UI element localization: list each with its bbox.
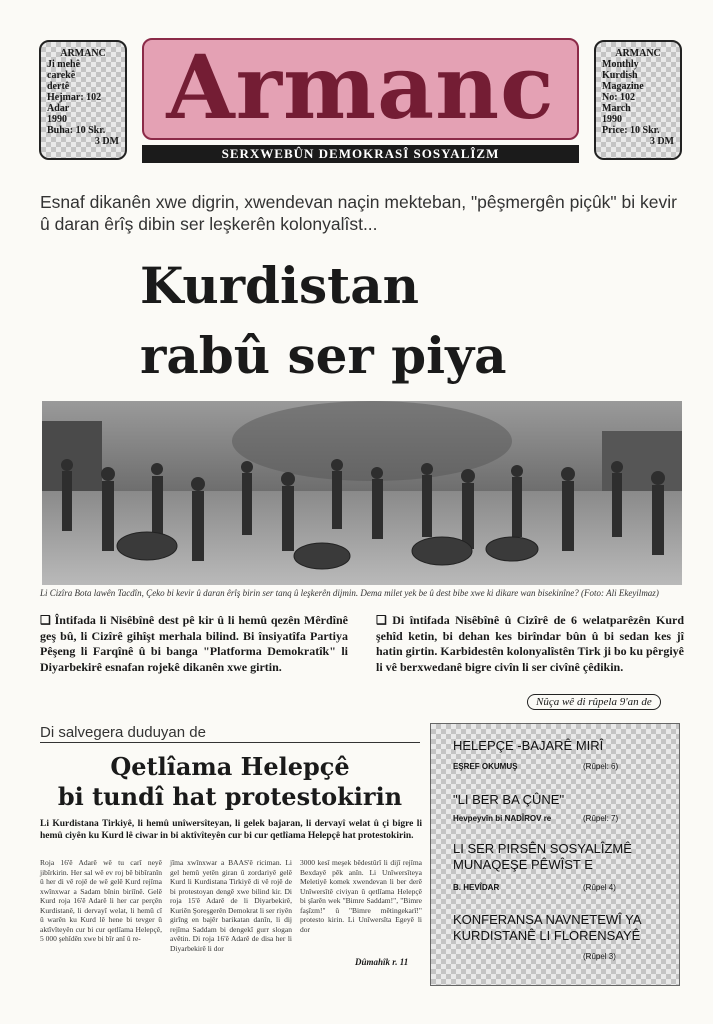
sidebar-title: LI SER PIRSÊN SOSYALÎZMÊ MUNAQEŞE PÊWÎST E bbox=[453, 841, 632, 872]
story-column-2: jîma xwînxwar a BAAS'ê riciman. Li gel hemû yetên giran û zordariyê gelê Kurd li Kurdistana Tirkiyê di vê rojê de bi protestoyan dengê xwe bilind kir. Di roja 15'ê Adarê de li Diyarbekirê, Kuriên Şoreşgerên Demokrat li ser riyên girîng en bajêr barikatan danîn, li dij rejîma Saddam bi dengekî gurr slogan avêtin. Di roja 16'ê Adarê de disa her li Diyarbekirê li dor bbox=[170, 858, 292, 953]
info-line: March bbox=[602, 103, 631, 114]
story-column-1: Roja 16'ê Adarê wê tu carî neyê jibîrkirin. Her sal wê ev roj bê bibîranîn û her di vê rojê de wê gelê Kurd rejîma xwînxwar a Sadam bînin biriînê. Gelê Kurd roja 16'ê Adarê li her car perçên Kurdistanê, li dervayî welat, li hemû cî û warên ku Kurd lê hene bi tevger û aktîvîteyên cur bi cur qetlîama Helepçê, 5 000 şehîdên xwe bi bîr anî û re- bbox=[40, 858, 162, 943]
info-line: ARMANC bbox=[60, 48, 106, 59]
info-line: Hejmar: 102 bbox=[47, 92, 102, 103]
masthead bbox=[142, 35, 579, 140]
contents-sidebar bbox=[430, 723, 680, 986]
info-line: 1990 bbox=[47, 114, 67, 125]
masthead-title: Armanc bbox=[166, 35, 555, 139]
info-line: 1990 bbox=[602, 114, 622, 125]
issue-info-box-english bbox=[594, 40, 682, 160]
story-title-line-2: bi tundî hat protestokirin bbox=[57, 782, 403, 811]
headline-line-2: rabû ser piya bbox=[140, 326, 507, 385]
kicker-text: Esnaf dikanên xwe digrin, xwendevan naçin mekteban, "pêşmergên piçûk" bi kevir û daran êrîş dibin ser leşkerên kolonyalîst... bbox=[40, 192, 677, 234]
masthead-subtitle: SERXWEBÛN DEMOKRASÎ SOSYALÎZM bbox=[142, 145, 579, 163]
issue-info-box-kurdish bbox=[39, 40, 127, 160]
info-line: 3 DM bbox=[94, 136, 119, 147]
info-line: Buha: 10 Skr. bbox=[47, 125, 106, 136]
info-line: Ji mehê bbox=[47, 59, 81, 70]
protest-photo-illustration bbox=[42, 401, 682, 585]
info-line: 3 DM bbox=[649, 136, 674, 147]
sidebar-title: "LI BER BA ÇÛNE" bbox=[453, 792, 565, 807]
story-lead: Li Kurdistana Tirkiyê, li hemû unîwersîteyan, li gelek bajaran, li dervayî welat û çi bigre li hemû ciyên ku Kurd lê ciwar in bi aktîvîteyên cur bi cur qetlîama Helepçê hat protestokirin. bbox=[40, 819, 422, 841]
info-line: Price: 10 Skr. bbox=[602, 125, 660, 136]
info-line: carekê bbox=[47, 70, 76, 81]
info-line: Magazine bbox=[602, 81, 644, 92]
sidebar-author: Hevpeyvîn bi NADÎROV re bbox=[453, 814, 552, 823]
info-line: Adar bbox=[47, 103, 70, 114]
info-line: Kurdish bbox=[602, 70, 638, 81]
continued-label: Nûça wê di rûpela 9'an de bbox=[527, 694, 661, 710]
section-divider bbox=[40, 742, 420, 743]
sidebar-author: EŞREF OKUMUŞ bbox=[453, 762, 518, 771]
story-continued: Dûmahîk r. 11 bbox=[355, 957, 409, 967]
info-line: No: 102 bbox=[602, 92, 636, 103]
lead-left: ❑ Întifada li Nisêbînê dest pê kir û li hemû qezên Mêrdînê geş bû, li Cizîrê gihîşt merhala bilind. Bi însiyatîfa Partiya Pêşeng li Farqînê û bi banga "Platforma Demokratîk" li Diyarbekirê esnafan rojekê dikanên xwe girtin. bbox=[40, 613, 348, 674]
sidebar-title: KONFERANSA NAVNETEWÎ YA KURDISTANÊ LI FLORENSAYÊ bbox=[453, 912, 641, 943]
info-line: Monthly bbox=[602, 59, 639, 70]
sidebar-page: (Rûpel 4) bbox=[583, 883, 616, 892]
story-title-line-1: Qetlîama Helepçê bbox=[110, 752, 350, 781]
front-photo bbox=[42, 401, 682, 585]
sidebar-page: (Rûpel: 6) bbox=[583, 762, 619, 771]
lead-right: ❑ Di întifada Nisêbînê û Cizîrê de 6 welatparêzên Kurd şehîd ketin, bi dehan kes birîndar bûn û bi sedan kes jî hatin girtin. Karbidestên kolonyalîstên Tirk ji bo ku pêrgiyê li vê berxwedanê bigre civîn li ser civînê çêdikin. bbox=[376, 613, 684, 674]
section-label: Di salvegera duduyan de bbox=[40, 724, 206, 741]
story-column-3: 3000 kesî meşek bêdestûrî li dijî rejîma Bexdayê pêk anîn. Li Unîwersîteya Meletiyê komek xwendevan li ber derê Unîwersîtê civiyan û qetlîama Helepçê bi şîarên wek "Bimre Saddam!", "Bimre faşîzm!" û "Bimre mêtingekarî!" protesto kirin. Li Unîwersîta Egeyê li dor bbox=[300, 858, 422, 934]
sidebar-page: (Rûpel: 7) bbox=[583, 814, 619, 823]
sidebar-page: (Rûpel 3) bbox=[583, 952, 616, 961]
headline-line-1: Kurdistan bbox=[140, 256, 420, 315]
sidebar-title: HELEPÇE -BAJARÊ MIRÎ bbox=[453, 738, 604, 753]
info-line: dertê bbox=[47, 81, 70, 92]
info-line: ARMANC bbox=[615, 48, 661, 59]
sidebar-author: B. HEVÎDAR bbox=[453, 883, 500, 892]
photo-caption: Li Cizîra Bota lawên Tacdîn, Çeko bi kevir û daran êrîş birin ser tanq û leşkerên dijmin. Dema milet yek be û dest bibe xwe ki dikare wan bisekinîne? (Foto: Ali Ekeyilmaz) bbox=[40, 588, 659, 598]
